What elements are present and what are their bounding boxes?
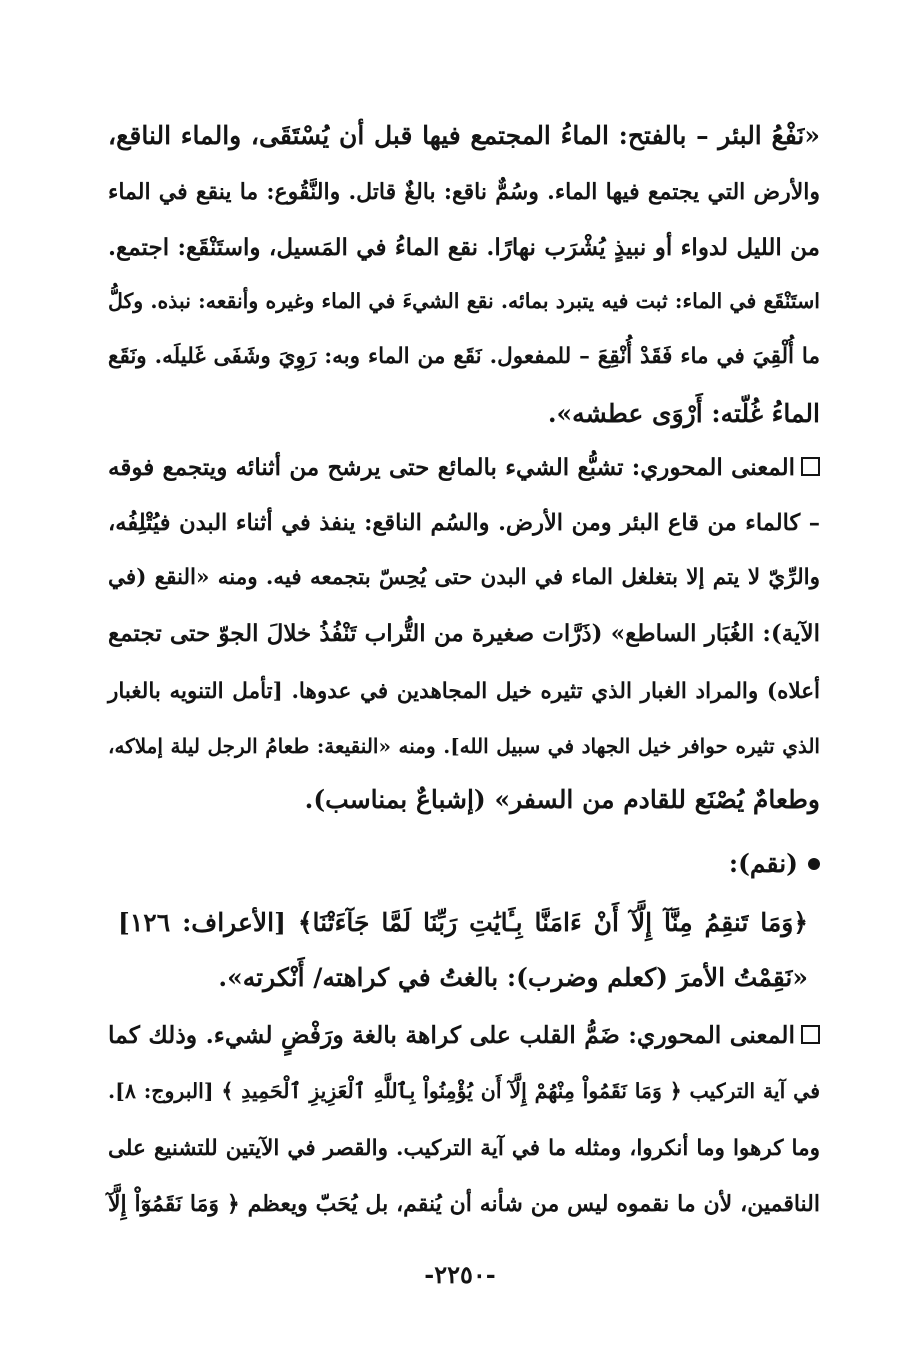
- paragraph-line: وطعامٌ يُصْنَع للقادم من السفر» (إشباعٌ بمناسب).: [304, 785, 820, 814]
- quran-verse-line: ﴿وَمَا تَنقِمُ مِنَّآ إِلَّآ أَنْ ءَامَنَّا بِـَٔايَٰتِ رَبِّنَا لَمَّا جَآءَتْنَا﴾ [الأعراف: ١٢٦]: [118, 908, 808, 937]
- paragraph-line: وما كرهوا وما أنكروا، ومثله ما في آية التركيب. والقصر في الآيتين للتشنيع على: [108, 1136, 820, 1161]
- bullet-icon: [808, 858, 820, 870]
- paragraph-line: الماءُ غُلّته: أَرْوَى عطشه».: [547, 399, 820, 428]
- paragraph-line: والرِّيّ لا يتم إلا بتغلغل الماء في البدن حتى يُحِسّ بتجمعه فيه. ومنه «النقع (في: [108, 565, 820, 590]
- paragraph-line: الذي تثيره حوافر خيل الجهاد في سبيل الله]. ومنه «النقيعة: طعامُ الرجل ليلة إملاكه،: [108, 734, 820, 758]
- paragraph-line: ما أُلْقِيَ في ماء فَقَدْ أُنْقِعَ – للمفعول. نَقَع من الماء وبه: رَوِيَ وشَفَى غَليلَه. ونَقَع: [108, 344, 820, 369]
- paragraph-line: الناقمين، لأن ما نقموه ليس من شأنه أن يُنقم، بل يُحَبّ ويعظم ﴿ وَمَا نَقَمُوٓاْ إِلَّآ: [108, 1191, 820, 1217]
- paragraph-line: المعنى المحوري: ضَمُّ القلب على كراهة بالغة ورَفْضٍ لشيء. وذلك كما: [108, 1021, 820, 1049]
- paragraph-line: أعلاه) والمراد الغبار الذي تثيره خيل المجاهدين في عدوها. [تأمل التنويه بالغبار: [108, 679, 820, 704]
- paragraph-line: من الليل لدواء أو نبيذٍ يُشْرَب نهارًا. نقع الماءُ في المَسيل، واستَنْقَع: اجتمع.: [108, 234, 820, 261]
- definition-line: «نَقِمْتُ الأمرَ (كعلم وضرب): بالغتُ في كراهته/ أَنْكرته».: [218, 963, 808, 992]
- paragraph-line: في آية التركيب ﴿ وَمَا نَقَمُواْ مِنْهُمْ إِلَّآ أَن يُؤْمِنُواْ بِٱللَّهِ ٱلْعَزِيزِ ٱلْحَمِيدِ ﴾ [البروج: ٨].: [108, 1079, 820, 1103]
- paragraph-line: والأرض التي يجتمع فيها الماء. وسُمٌّ ناقع: بالغٌ قاتل. والنَّقُوع: ما ينقع في الماء: [108, 179, 820, 205]
- section-heading: (نقم):: [108, 849, 820, 879]
- square-marker-icon: [801, 457, 820, 476]
- square-marker-icon: [801, 1025, 820, 1044]
- page-number: -٢٢٥٠-: [424, 1260, 496, 1289]
- paragraph-line: – كالماء من قاع البئر ومن الأرض. والسُم الناقع: ينفذ في أثناء البدن فيُتْلِفُه،: [108, 510, 820, 536]
- paragraph-line: الآية): الغُبَار الساطع» (ذَرَّات صغيرة من التُّراب تَنْفُذُ خلالَ الجوّ حتى تجتمع: [108, 620, 820, 647]
- paragraph-line: استَنْقَع في الماء: ثبت فيه يتبرد بمائه. نقع الشيءَ في الماء وغيره وأنقعه: نبذه. وكلُّ: [108, 289, 820, 313]
- paragraph-line: «نَفْعُ البئر – بالفتح: الماءُ المجتمع فيها قبل أن يُسْتَقَى، والماء الناقع،: [108, 121, 820, 150]
- paragraph-line: المعنى المحوري: تشبُّع الشيء بالمائع حتى يرشح من أثنائه ويتجمع فوقه: [108, 454, 820, 482]
